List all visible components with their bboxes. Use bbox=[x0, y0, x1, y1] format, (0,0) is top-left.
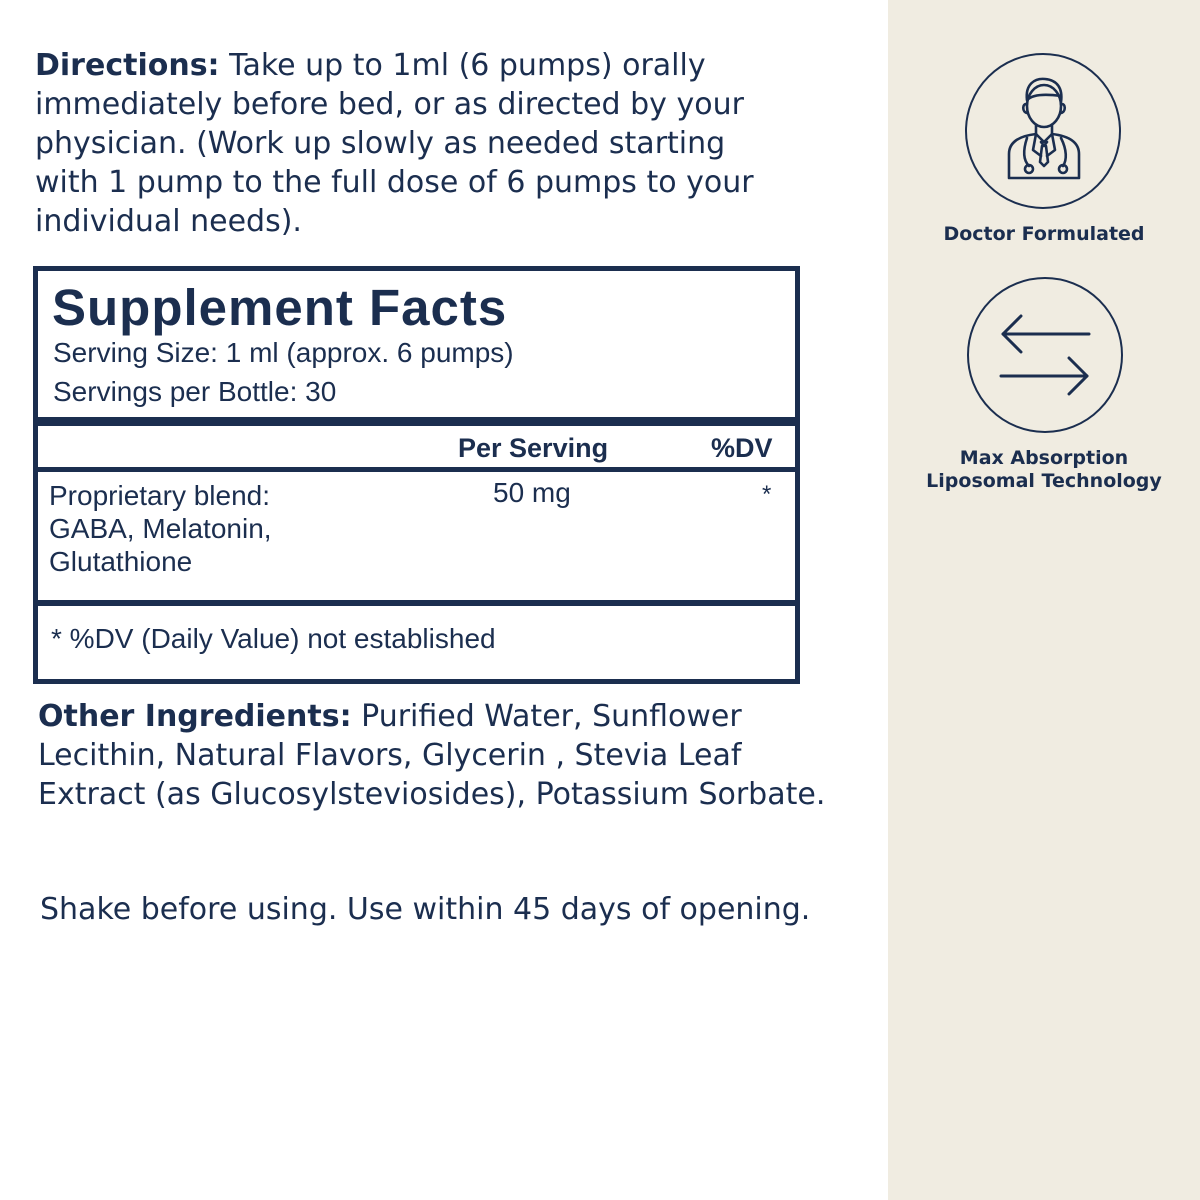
serving-size: Serving Size: 1 ml (approx. 6 pumps) bbox=[53, 337, 514, 368]
header-divider bbox=[38, 467, 795, 472]
badge-label-absorption-line2: Liposomal Technology bbox=[926, 470, 1162, 492]
ingredient-line-2: GABA, Melatonin, bbox=[49, 513, 272, 544]
servings-per-bottle: Servings per Bottle: 30 bbox=[53, 376, 337, 407]
badge-label-absorption-line1: Max Absorption bbox=[959, 447, 1129, 469]
ingredient-name bbox=[49, 479, 349, 578]
other-ingredients-text bbox=[38, 697, 838, 814]
doctor-icon bbox=[989, 70, 1097, 190]
ingredient-line-1: Proprietary blend: bbox=[49, 480, 271, 511]
directions-label: Directions: bbox=[35, 48, 220, 83]
supplement-facts-title: Supplement Facts bbox=[52, 279, 508, 336]
usage-note: Shake before using. Use within 45 days of opening. bbox=[40, 892, 811, 927]
badge-label-doctor: Doctor Formulated bbox=[943, 223, 1145, 245]
thick-divider bbox=[38, 417, 795, 426]
footnote-divider bbox=[38, 600, 795, 606]
column-header-dv: %DV bbox=[711, 433, 773, 463]
ingredient-amount: 50 mg bbox=[493, 477, 571, 508]
directions-text bbox=[35, 46, 775, 241]
other-ingredients-body: Purified Water, Sunflower Lecithin, Natural Flavors, Glycerin , Stevia Leaf Extract (as Glucosylsteviosides), Potassium Sorbate. bbox=[38, 699, 826, 812]
ingredient-dv: * bbox=[762, 481, 772, 508]
dv-footnote: * %DV (Daily Value) not established bbox=[51, 623, 496, 654]
directions-body: Take up to 1ml (6 pumps) orally immediately before bed, or as directed by your physician. (Work up slowly as needed starting with 1 pump to the full dose of 6 pumps to your individual needs). bbox=[35, 48, 754, 239]
supplement-facts-panel bbox=[33, 266, 800, 684]
feature-sidebar bbox=[888, 0, 1200, 1200]
other-ingredients-label: Other Ingredients: bbox=[38, 699, 352, 734]
column-header-per-serving: Per Serving bbox=[458, 433, 609, 463]
ingredient-line-3: Glutathione bbox=[49, 546, 193, 577]
exchange-arrows-icon bbox=[995, 312, 1095, 402]
